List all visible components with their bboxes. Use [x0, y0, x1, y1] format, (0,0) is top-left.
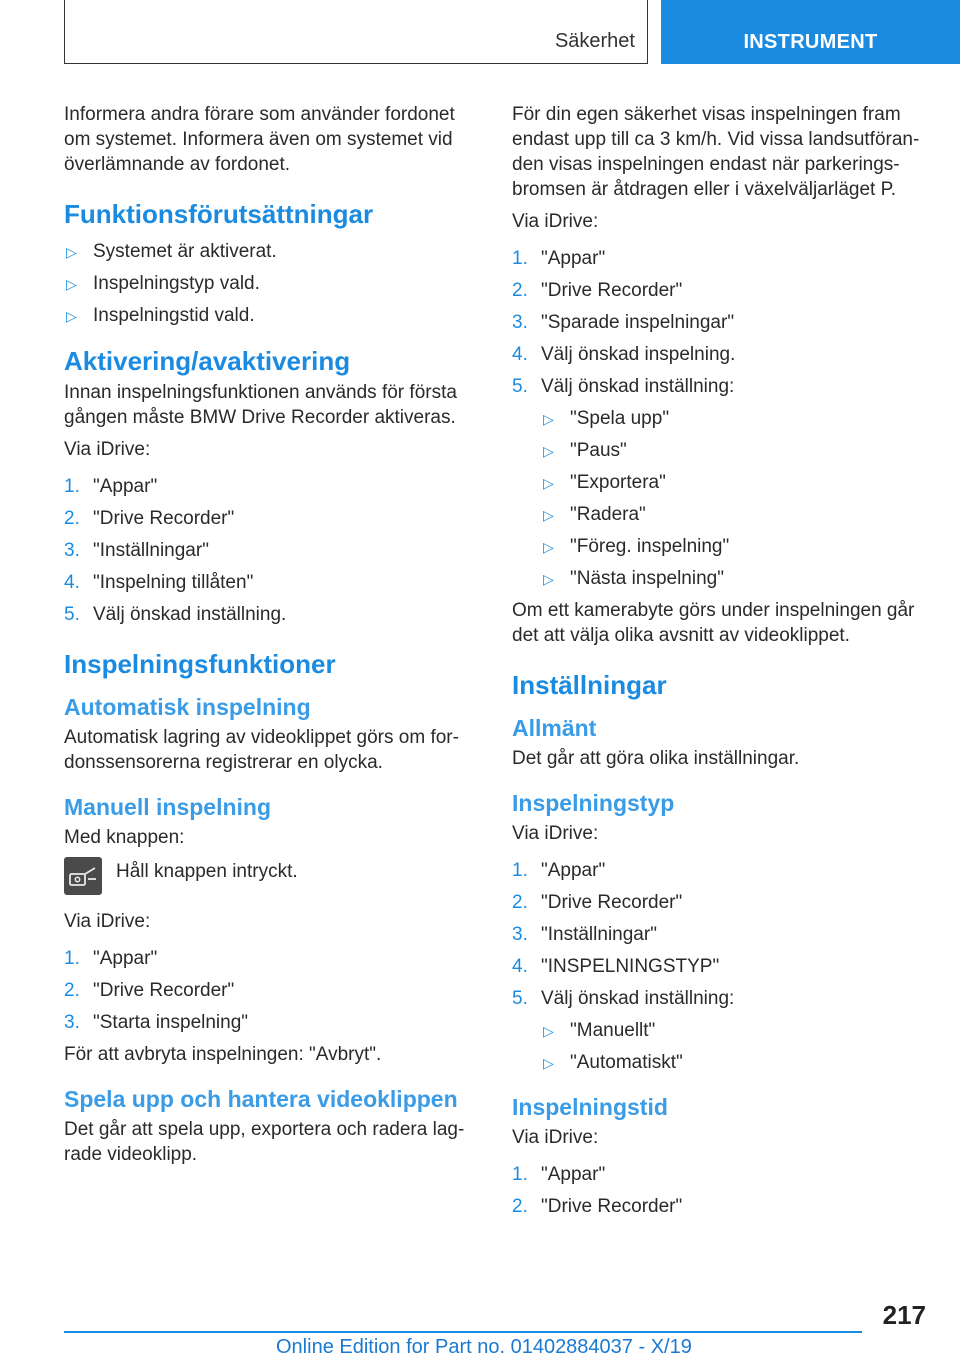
camera-change-paragraph: Om ett kamerabyte görs under inspelningen går det att välja olika avsnitt av videoklippet.: [512, 600, 915, 646]
manual-with-button-label: Med knappen:: [64, 827, 185, 848]
list-item: 3. "Starta inspelning": [64, 1012, 249, 1033]
page-number: 217: [882, 1300, 926, 1330]
heading-settings: Inställningar: [512, 670, 667, 700]
list-item: ▷ "Föreg. inspelning": [541, 534, 924, 559]
list-item: 4. "INSPELNINGSTYP": [512, 956, 720, 977]
list-item: 4. "Inspelning tillåten": [64, 572, 254, 593]
triangle-bullet-icon: ▷: [543, 507, 554, 523]
intro-paragraph: Informera andra förare som använder fordonet om systemet. Informera även om systemet vid överlämnande av fordonet.: [64, 104, 455, 175]
list-item: ▷ Inspelningstid vald.: [64, 303, 476, 328]
type-options: [541, 1018, 924, 1075]
header-section-box: [64, 0, 648, 64]
manual-steps: [64, 946, 476, 1035]
triangle-bullet-icon: ▷: [543, 539, 554, 555]
time-steps: [512, 1162, 924, 1219]
button-instruction: [64, 857, 476, 895]
type-steps: [512, 858, 924, 1075]
list-item: ▷ "Paus": [541, 438, 924, 463]
manual-button-text: Håll knappen intryckt.: [116, 861, 298, 882]
manual-cancel-paragraph: För att avbryta inspelningen: "Avbryt".: [64, 1044, 382, 1065]
list-item: ▷ "Exportera": [541, 470, 924, 495]
automatic-paragraph: Automatisk lagring av videoklippet görs om for-donssensorerna registrerar en olycka.: [64, 727, 459, 773]
play-paragraph: Det går att spela upp, exportera och radera lag-rade videoklipp.: [64, 1119, 465, 1165]
list-item: 2. "Drive Recorder": [512, 1196, 683, 1217]
triangle-bullet-icon: ▷: [543, 571, 554, 587]
footer-edition-text: Online Edition for Part no. 01402884037 - X/19: [276, 1336, 692, 1358]
list-item: 1. "Appar": [64, 476, 158, 497]
triangle-bullet-icon: ▷: [66, 308, 77, 324]
heading-general: Allmänt: [512, 715, 597, 741]
triangle-bullet-icon: ▷: [66, 276, 77, 292]
prereq-list: [64, 239, 476, 328]
heading-recording-time: Inspelningstid: [512, 1094, 668, 1120]
list-item: ▷ "Nästa inspelning": [541, 566, 924, 591]
heading-play-manage: Spela upp och hantera videoklippen: [64, 1086, 458, 1112]
list-item: 2. "Drive Recorder": [64, 980, 235, 1001]
triangle-bullet-icon: ▷: [543, 411, 554, 427]
header-chapter-tab: [661, 0, 960, 64]
header-section-title: Säkerhet: [554, 30, 635, 52]
list-item: 1. "Appar": [512, 860, 606, 881]
heading-manual-recording: Manuell inspelning: [64, 794, 272, 820]
triangle-bullet-icon: ▷: [543, 443, 554, 459]
type-via-idrive-label: Via iDrive:: [512, 823, 599, 844]
list-item: 4. Välj önskad inspelning.: [512, 344, 736, 365]
left-column: [64, 102, 476, 1174]
drive-recorder-button-icon: [64, 857, 102, 895]
list-item: ▷ "Radera": [541, 502, 924, 527]
play-steps: [512, 246, 924, 591]
safety-paragraph: För din egen säkerhet visas inspelningen fram endast upp till ca 3 km/h. Vid vissa landsutföran-den visas inspelningen endast när parkerings-bromsen är åtdragen eller i växelväljarläget P.: [512, 104, 920, 200]
heading-automatic-recording: Automatisk inspelning: [64, 694, 311, 720]
heading-activation: Aktivering/avaktivering: [64, 346, 351, 376]
manual-via-idrive-label: Via iDrive:: [64, 911, 151, 932]
triangle-bullet-icon: ▷: [543, 475, 554, 491]
list-item: 1. "Appar": [512, 248, 606, 269]
list-item: 2. "Drive Recorder": [512, 892, 683, 913]
activation-steps: [64, 474, 476, 627]
list-item: ▷ "Spela upp": [541, 406, 924, 431]
time-via-idrive-label: Via iDrive:: [512, 1127, 599, 1148]
list-item: ▷ "Manuellt": [541, 1018, 924, 1043]
list-item: 5. Välj önskad inställning: ▷ "Manuellt" ▷ "Automatiskt": [512, 986, 924, 1075]
list-item: 5. Välj önskad inställning: ▷ "Spela upp" ▷ "Paus" ▷ "Exportera" ▷ "Radera" ▷ "Föreg. inspelning" ▷ "Nästa inspelning": [512, 374, 924, 591]
list-item: 2. "Drive Recorder": [64, 508, 235, 529]
play-options: [541, 406, 924, 591]
list-item: 3. "Inställningar": [64, 540, 209, 561]
list-item: 3. "Sparade inspelningar": [512, 312, 735, 333]
triangle-bullet-icon: ▷: [543, 1055, 554, 1071]
list-item: 3. "Inställningar": [512, 924, 657, 945]
list-item: ▷ "Automatiskt": [541, 1050, 924, 1075]
heading-prerequisites: Funktionsförutsättningar: [64, 199, 374, 229]
list-item: 1. "Appar": [64, 948, 158, 969]
heading-recording-functions: Inspelningsfunktioner: [64, 649, 336, 679]
list-item: 1. "Appar": [512, 1164, 606, 1185]
via-idrive-label: Via iDrive:: [64, 439, 151, 460]
right-column: [512, 102, 924, 1226]
triangle-bullet-icon: ▷: [543, 1023, 554, 1039]
footer-divider: [64, 1331, 862, 1333]
heading-recording-type: Inspelningstyp: [512, 790, 675, 816]
via-idrive-label: Via iDrive:: [512, 211, 599, 232]
list-item: 5. Välj önskad inställning.: [64, 604, 287, 625]
general-paragraph: Det går att göra olika inställningar.: [512, 748, 800, 769]
triangle-bullet-icon: ▷: [66, 244, 77, 260]
list-item: ▷ Inspelningstyp vald.: [64, 271, 476, 296]
activation-paragraph: Innan inspelningsfunktionen används för första gången måste BMW Drive Recorder aktiveras.: [64, 382, 457, 428]
header-chapter-title: INSTRUMENT: [743, 31, 878, 53]
list-item: 2. "Drive Recorder": [512, 280, 683, 301]
list-item: ▷ Systemet är aktiverat.: [64, 239, 476, 264]
